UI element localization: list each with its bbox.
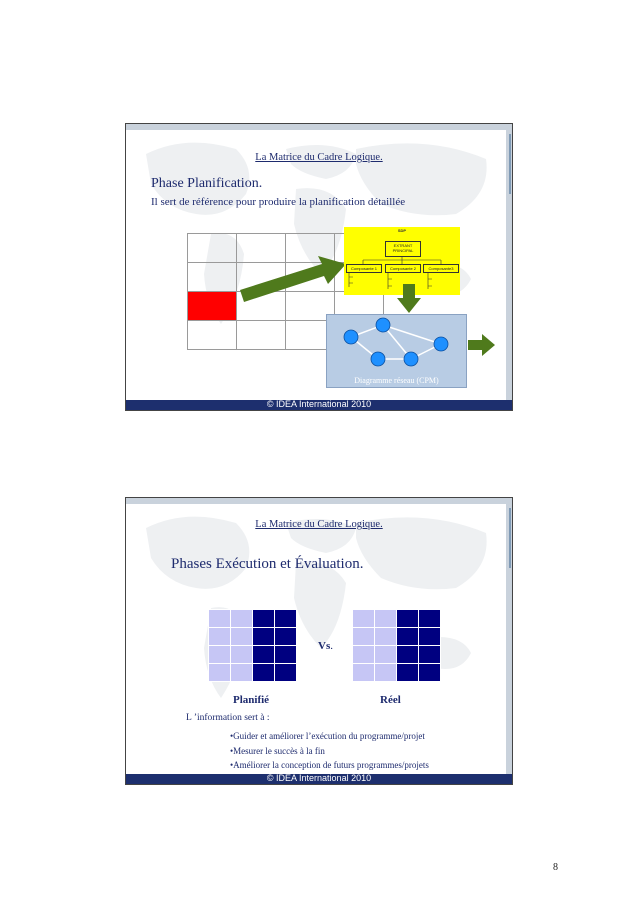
wbs-component-2: Composante 2: [385, 264, 421, 273]
cpm-node: [434, 337, 448, 351]
phase-heading: Phase Planification.: [151, 176, 263, 191]
arrow-to-wbs-icon: [238, 256, 348, 308]
slide-footer: [126, 400, 512, 410]
slide-execution-evaluation: [125, 497, 513, 785]
cpm-network-diagram: [326, 314, 467, 388]
vs-dot: .: [330, 640, 333, 652]
cpm-node: [344, 330, 358, 344]
slide-planification: [125, 123, 513, 411]
slide-frame-accent: [509, 508, 511, 568]
slide-title[interactable]: La Matrice du Cadre Logique.: [255, 152, 383, 163]
matrix-planned: [208, 609, 297, 682]
cpm-node: [404, 352, 418, 366]
slide-frame-accent: [509, 134, 511, 194]
wbs-root-line-1: EXTRANT: [393, 243, 413, 248]
planned-label: Planifié: [233, 694, 270, 706]
vs-text: Vs: [318, 640, 331, 652]
wbs-title: SDP: [397, 228, 407, 233]
footer-copyright: © IDEA International 2010: [266, 773, 372, 783]
bullet-item: •Améliorer la conception de futurs programmes/projets: [230, 760, 429, 770]
vs-label: [318, 640, 333, 652]
cpm-node: [376, 318, 390, 332]
slide-footer: [126, 774, 512, 784]
slide-frame-top: [126, 124, 512, 130]
phase-subheading: Il sert de référence pour produire la planification détaillée: [151, 196, 406, 208]
arrow-down-icon: [396, 284, 422, 314]
actual-label: Réel: [380, 694, 401, 706]
slide-title[interactable]: La Matrice du Cadre Logique.: [255, 519, 383, 530]
arrow-right-icon: [468, 334, 496, 356]
footer-copyright: © IDEA International 2010: [266, 399, 372, 409]
page-number: 8: [553, 862, 558, 873]
highlighted-cell: [188, 292, 237, 321]
wbs-root-line-2: PRINCIPAL: [392, 248, 414, 253]
wbs-component-3: Composante3: [423, 264, 459, 273]
info-bullet-list: [230, 729, 429, 773]
cpm-label: Diagramme réseau (CPM): [354, 376, 439, 385]
info-intro: L ’information sert à :: [186, 713, 270, 723]
matrix-actual: [352, 609, 441, 682]
bullet-item: •Guider et améliorer l’exécution du programme/projet: [230, 731, 425, 741]
slide-frame-top: [126, 498, 512, 504]
cpm-node: [371, 352, 385, 366]
bullet-item: •Mesurer le succès à la fin: [230, 745, 325, 756]
wbs-component-1: Composante 1: [346, 264, 382, 273]
phase-heading: Phases Exécution et Évaluation.: [171, 556, 364, 572]
